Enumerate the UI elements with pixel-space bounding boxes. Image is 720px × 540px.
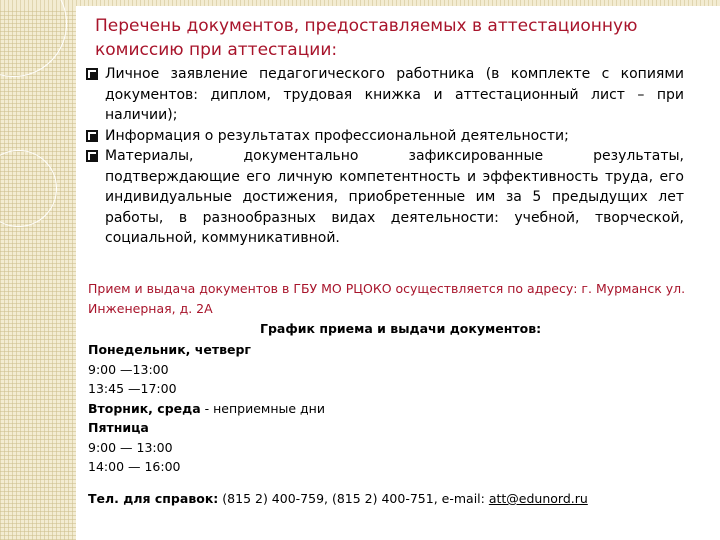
checkbox-bullet-icon bbox=[86, 130, 98, 142]
list-item bbox=[86, 64, 684, 126]
list-item-text: Информация о результатах профессиональной деятельности; bbox=[105, 127, 569, 144]
page-title: Перечень документов, предоставляемых в аттестационную комиссию при аттестации: bbox=[95, 16, 638, 60]
schedule-day: Понедельник, четверг bbox=[88, 342, 251, 357]
documents-list bbox=[86, 64, 684, 249]
email-link[interactable]: att@edunord.ru bbox=[488, 491, 588, 506]
decorative-hatched-strip bbox=[0, 0, 80, 540]
checkbox-bullet-icon bbox=[86, 68, 98, 80]
list-item-text: Личное заявление педагогического работника (в комплекте с копиями документов: диплом, трудовая книжка и аттестационный лист – при наличии); bbox=[105, 66, 684, 123]
schedule-time: 13:45 —17:00 bbox=[88, 381, 177, 396]
contact-phones: (815 2) 400-759, (815 2) 400-751, e-mail: bbox=[218, 491, 489, 506]
list-item bbox=[86, 146, 684, 249]
schedule-note: - неприемные дни bbox=[200, 400, 325, 416]
schedule bbox=[88, 340, 688, 477]
list-item-text: Материалы, документально зафиксированные результаты, подтверждающие его личную компетентность и эффективность труда, его индивидуальные достижения, приобретенные им за 5 предыдущих лет работы, в разнообразных видах деятельности: учебной, творческой, социальной, коммуникативной. bbox=[105, 148, 684, 246]
schedule-row bbox=[88, 399, 688, 419]
contact-label: Тел. для справок: bbox=[88, 491, 219, 506]
contact-line bbox=[88, 490, 708, 508]
schedule-day: Пятница bbox=[88, 420, 149, 435]
schedule-time: 14:00 — 16:00 bbox=[88, 459, 181, 474]
schedule-time: 9:00 —13:00 bbox=[88, 361, 169, 377]
schedule-day: Вторник, среда bbox=[88, 400, 201, 416]
address-text: Прием и выдача документов в ГБУ МО РЦОКО осуществляется по адресу: г. Мурманск ул. Инженерная, д. 2А bbox=[88, 281, 686, 316]
schedule-time: 9:00 — 13:00 bbox=[88, 439, 173, 455]
checkbox-bullet-icon bbox=[86, 150, 98, 162]
list-item bbox=[86, 126, 684, 147]
schedule-title: График приема и выдачи документов: bbox=[260, 321, 542, 336]
